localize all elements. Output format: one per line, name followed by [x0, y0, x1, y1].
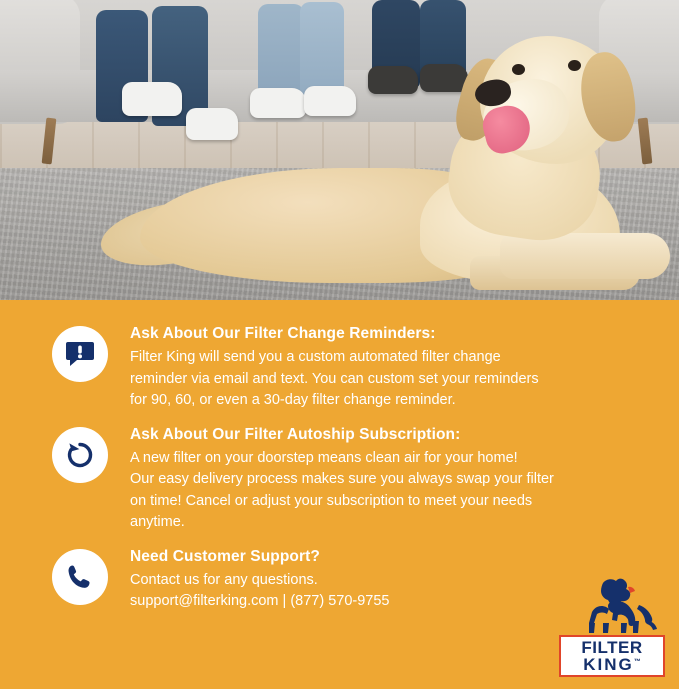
support-contact-line: Contact us for any questions.	[130, 572, 318, 589]
logo-trademark: ™	[633, 658, 641, 666]
logo-wordmark	[559, 635, 665, 677]
autoship-text	[130, 425, 661, 533]
chat-alert-icon	[52, 326, 108, 382]
autoship-block	[18, 425, 661, 533]
logo-line-king: KING™	[583, 655, 641, 674]
reminders-text	[130, 324, 661, 411]
support-email[interactable]: support@filterking.com	[130, 593, 279, 610]
hero-photo	[0, 0, 679, 300]
autoship-body: A new filter on your doorstep means clean air for your home! Our easy delivery process makes sure you always swap your filter on time! Cancel or adjust your subscription to meet your needs anytime.	[130, 450, 554, 530]
support-title: Need Customer Support?	[130, 547, 320, 565]
reminders-block	[18, 324, 661, 411]
reminders-title: Ask About Our Filter Change Reminders:	[130, 325, 436, 342]
reminders-body: Filter King will send you a custom automated filter change reminder via email and text. You can custom set your reminders for 90, 60, or even a 30-day filter change reminder.	[130, 349, 539, 408]
logo-line-filter: FILTER	[581, 638, 643, 657]
dog-eye	[568, 60, 581, 71]
refresh-cycle-icon	[52, 427, 108, 483]
filter-king-logo	[559, 577, 665, 677]
dog-foreleg	[500, 233, 670, 279]
info-panel	[0, 300, 679, 689]
phone-icon	[52, 549, 108, 605]
support-phone[interactable]: (877) 570-9755	[290, 593, 390, 610]
autoship-title: Ask About Our Filter Autoship Subscription:	[130, 425, 461, 443]
support-separator: |	[282, 593, 287, 610]
dog-eye	[512, 64, 525, 75]
golden-retriever-dog	[120, 18, 679, 298]
lion-icon	[559, 577, 665, 639]
